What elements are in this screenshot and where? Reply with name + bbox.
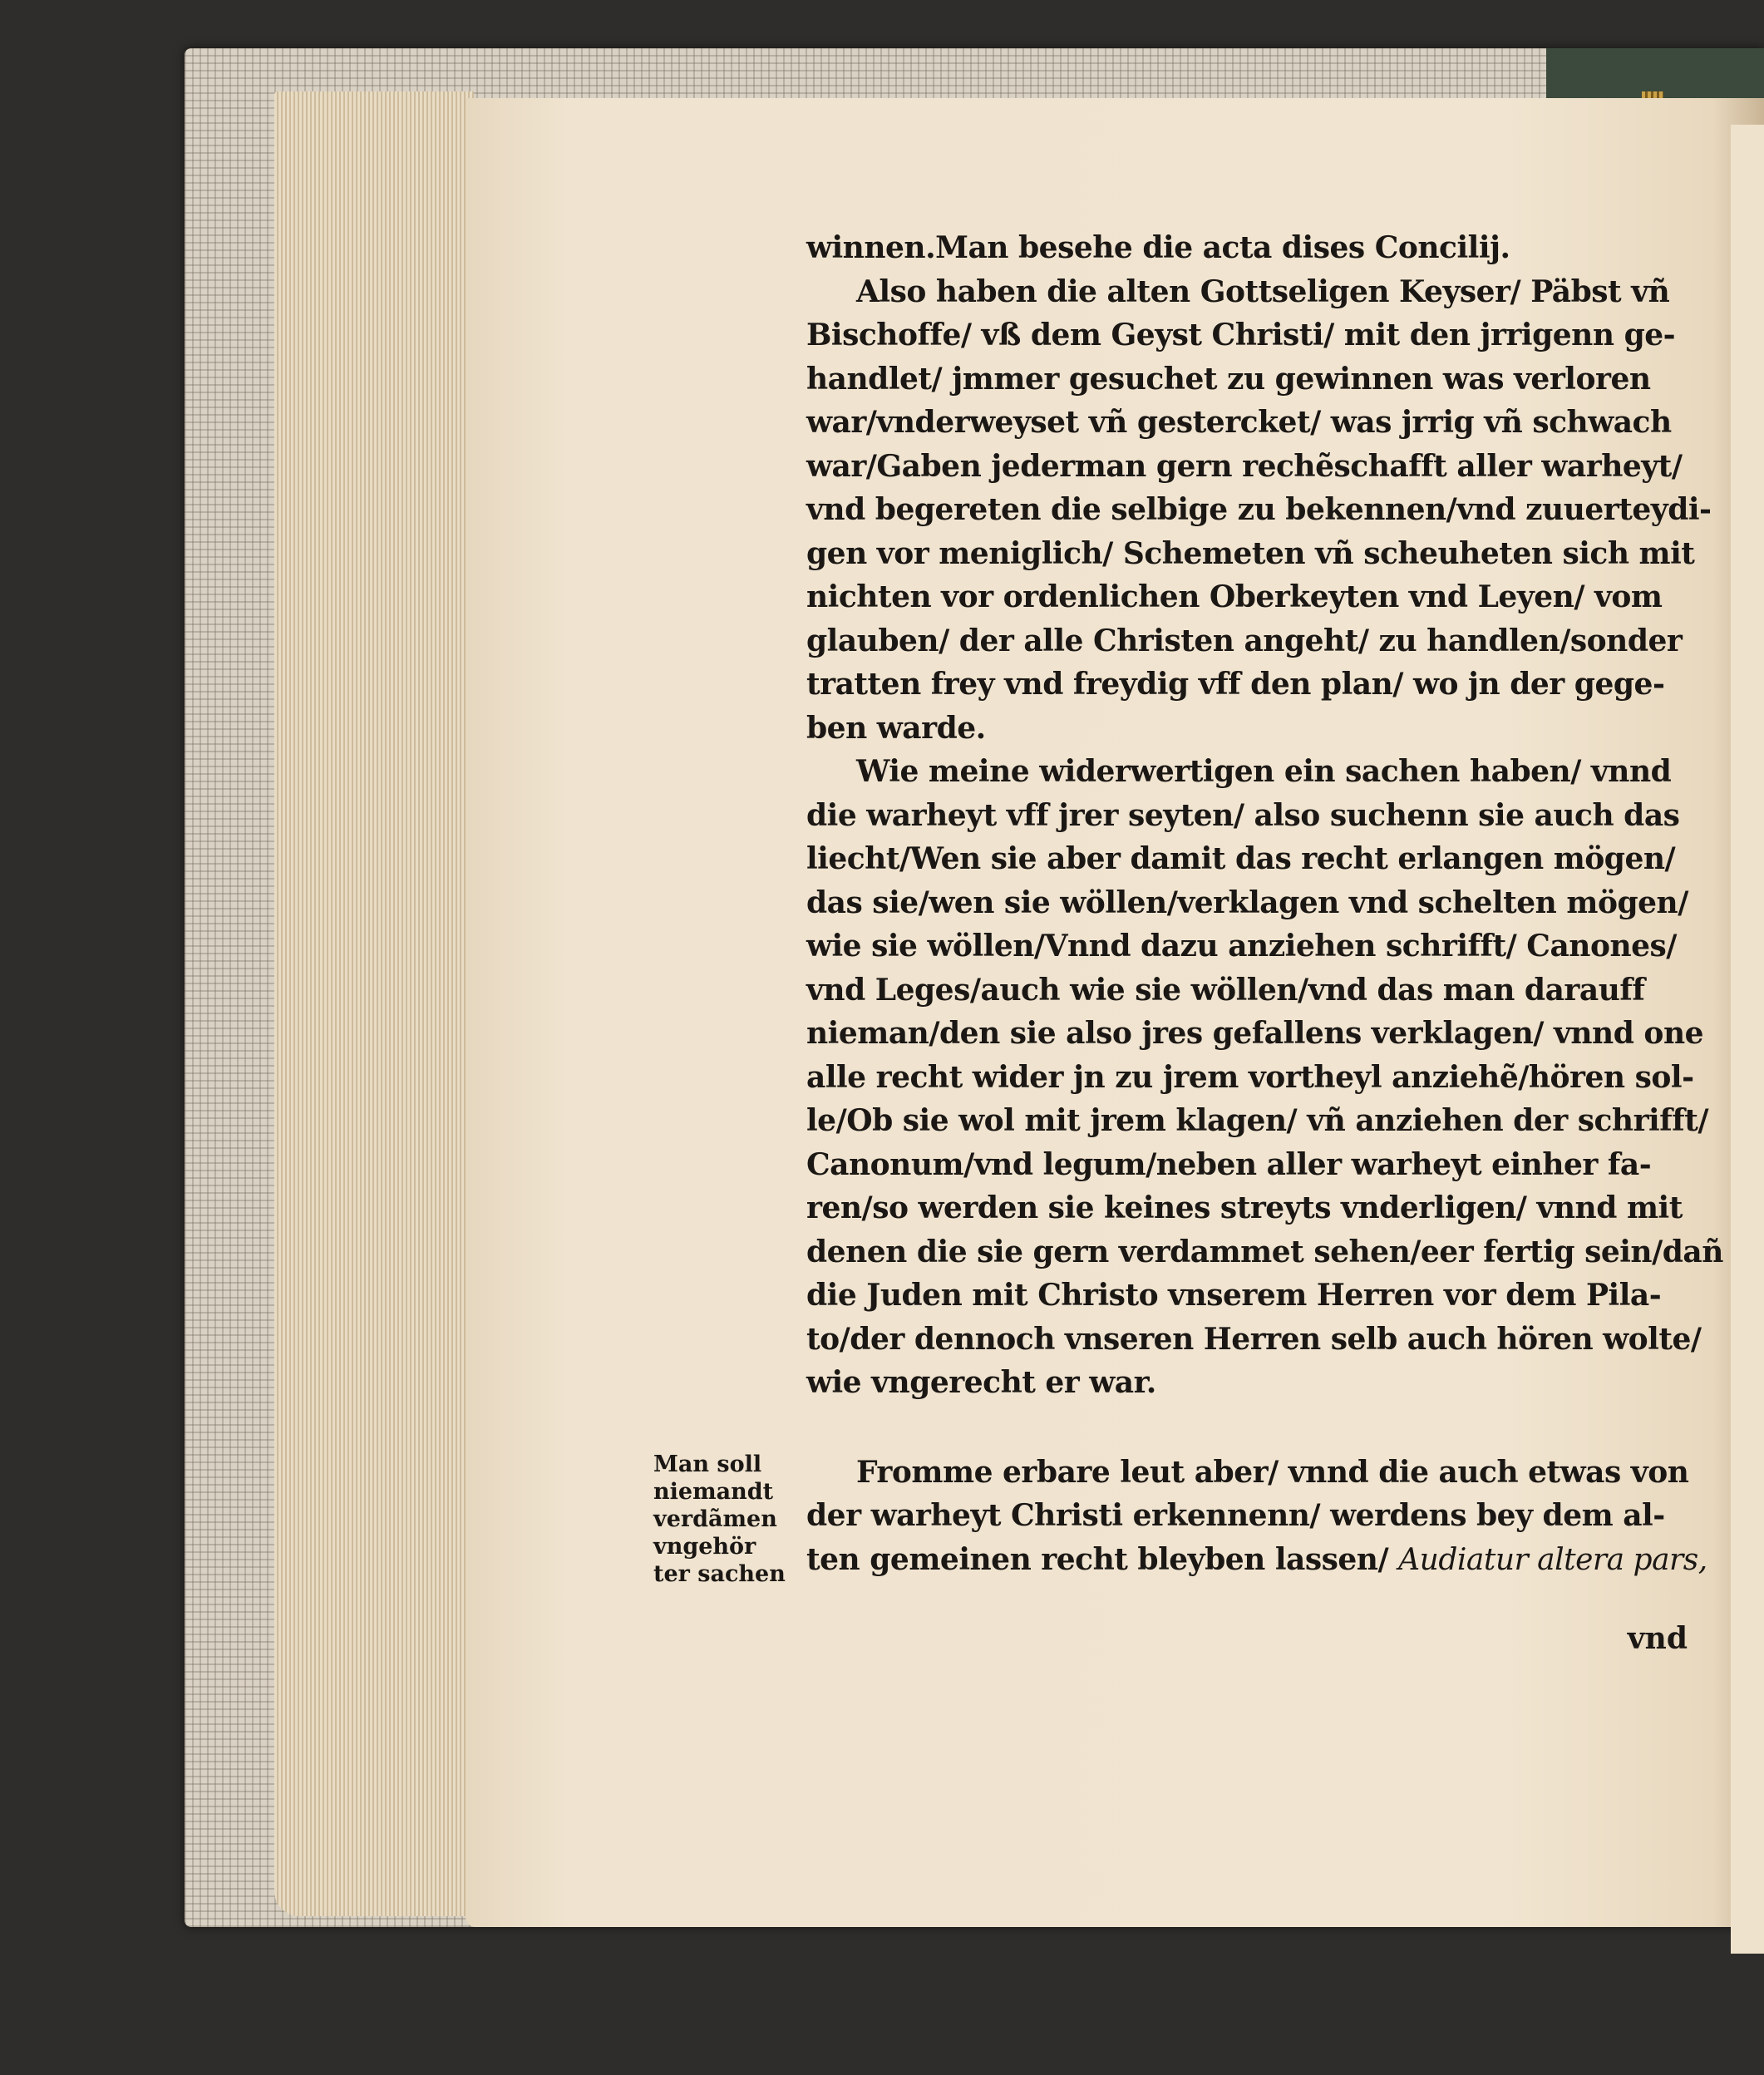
text-line: tratten frey vnd freydig vff den plan/ wo jn der gege-	[806, 667, 1665, 702]
marginal-line: ter sachen	[653, 1561, 786, 1587]
text-line: Bischoffe/ vß dem Geyst Christi/ mit den jrrigenn ge-	[806, 318, 1676, 352]
marginal-line: Man soll	[653, 1452, 762, 1477]
page-edges	[274, 91, 474, 1916]
text-line: wie sie wöllen/Vnnd dazu anziehen schrifft/ Canones/	[806, 929, 1677, 964]
text-line: das sie/wen sie wöllen/verklagen vnd schelten mögen/	[806, 885, 1688, 920]
latin-quote: Audiatur altera pars,	[1398, 1542, 1707, 1577]
text-line: vnd begereten die selbige zu bekennen/vnd zuuerteydi-	[806, 492, 1712, 527]
text-line: winnen.Man besehe die acta dises Concilij.	[806, 230, 1510, 265]
text-line: vnd Leges/auch wie sie wöllen/vnd das man darauff	[806, 972, 1645, 1008]
text-line: war/Gaben jederman gern rechẽschafft aller warheyt/	[806, 448, 1683, 484]
marginal-line: verdãmen	[653, 1506, 777, 1532]
text-line: Canonum/vnd legum/neben aller warheyt einher fa-	[806, 1146, 1652, 1182]
text-line: ben warde.	[806, 710, 986, 746]
page-text	[806, 226, 1723, 1581]
marginal-line: niemandt	[653, 1479, 774, 1505]
text-line: liecht/Wen sie aber damit das recht erlangen mögen/	[806, 841, 1676, 876]
text-line: Also haben die alten Gottseligen Keyser/ Päbst vñ	[856, 274, 1670, 309]
text-line: alle recht wider jn zu jrem vortheyl anziehẽ/hören sol-	[806, 1059, 1694, 1095]
text-line	[806, 1538, 1707, 1582]
text-line: to/der dennoch vnseren Herren selb auch hören wolte/	[806, 1321, 1702, 1357]
facing-page-edge	[1731, 125, 1764, 1954]
marginal-line: vngehör	[653, 1534, 756, 1560]
text-line: Fromme erbare leut aber/ vnnd die auch etwas von	[856, 1454, 1689, 1490]
text-line: glauben/ der alle Christen angeht/ zu handlen/sonder	[806, 623, 1683, 658]
text-line: le/Ob sie wol mit jrem klagen/ vñ anziehen der schrifft/	[806, 1103, 1708, 1138]
text-line: nieman/den sie also jres gefallens verklagen/ vnnd one	[806, 1016, 1704, 1051]
paragraph-gap	[806, 1405, 1688, 1451]
text-line: die warheyt vff jrer seyten/ also suchenn sie auch das	[806, 797, 1680, 833]
text-line: die Juden mit Christo vnserem Herren vor dem Pila-	[806, 1278, 1662, 1313]
text-line: denen die sie gern verdammet sehen/eer fertig sein/dañ	[806, 1234, 1723, 1269]
text-line: wie vngerecht er war.	[806, 1365, 1156, 1400]
text-line-part: ten gemeinen recht bleyben lassen/	[806, 1541, 1389, 1577]
text-line: ren/so werden sie keines streyts vnderligen/ vnnd mit	[806, 1190, 1683, 1225]
text-line: gen vor meniglich/ Schemeten vñ scheuheten sich mit	[806, 535, 1695, 571]
text-line: der warheyt Christi erkennenn/ werdens bey dem al-	[806, 1498, 1665, 1533]
text-line: nichten vor ordenlichen Oberkeyten vnd Leyen/ vom	[806, 579, 1663, 614]
text-line: Wie meine widerwertigen ein sachen haben/ vnnd	[856, 754, 1672, 789]
text-line: war/vnderweyset vñ gestercket/ was jrrig vñ schwach	[806, 405, 1672, 440]
text-line: handlet/ jmmer gesuchet zu gewinnen was verloren	[806, 361, 1651, 397]
catchword: vnd	[1627, 1621, 1688, 1656]
marginal-note	[653, 1451, 795, 1588]
